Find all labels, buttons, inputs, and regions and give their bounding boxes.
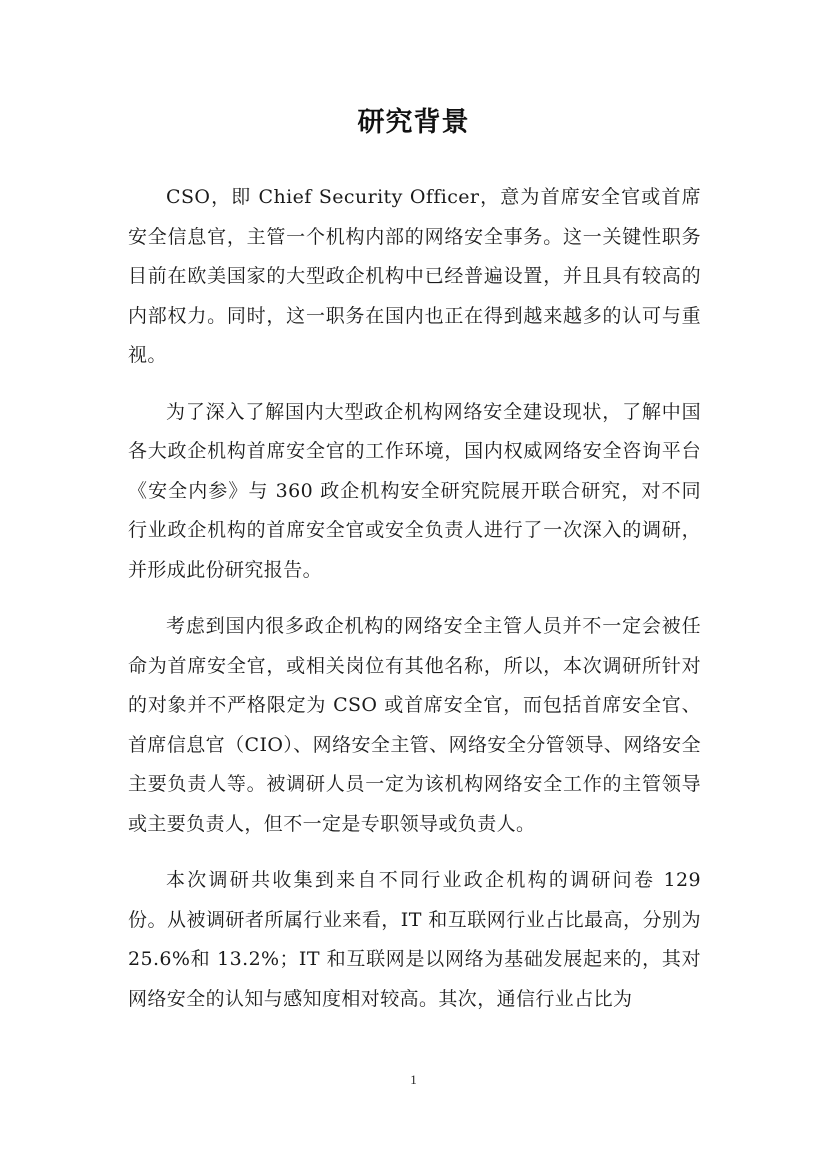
- paragraph-1: CSO，即 Chief Security Officer，意为首席安全官或首席安全信息官，主管一个机构内部的网络安全事务。这一关键性职务目前在欧美国家的大型政企机构中已经普遍设置，并且具有较高的内部权力。同时，这一职务在国内也正在得到越来越多的认可与重视。: [128, 186, 701, 366]
- page-title: 研究背景: [357, 107, 470, 138]
- paragraph-3: 考虑到国内很多政企机构的网络安全主管人员并不一定会被任命为首席安全官，或相关岗位有其他名称，所以，本次调研所针对的对象并不严格限定为 CSO 或首席安全官，而包括首席安全官、首席信息官（CIO）、网络安全主管、网络安全分管领导、网络安全主要负责人等。被调研人员一定为该机构网络安全工作的主管领导或主要负责人，但不一定是专职领导或负责人。: [128, 615, 701, 835]
- paragraph-2: 为了深入了解国内大型政企机构网络安全建设现状，了解中国各大政企机构首席安全官的工作环境，国内权威网络安全咨询平台《安全内参》与 360 政企机构安全研究院展开联合研究，对不同行业政企机构的首席安全官或安全负责人进行了一次深入的调研，并形成此份研究报告。: [128, 400, 701, 581]
- body-text: [128, 178, 701, 1036]
- page-number: 1: [410, 1072, 417, 1087]
- paragraph-4: 本次调研共收集到来自不同行业政企机构的调研问卷 129 份。从被调研者所属行业来看，IT 和互联网行业占比最高，分别为 25.6%和 13.2%；IT 和互联网是以网络为基础发展起来的，其对网络安全的认知与感知度相对较高。其次，通信行业占比为: [128, 869, 701, 1010]
